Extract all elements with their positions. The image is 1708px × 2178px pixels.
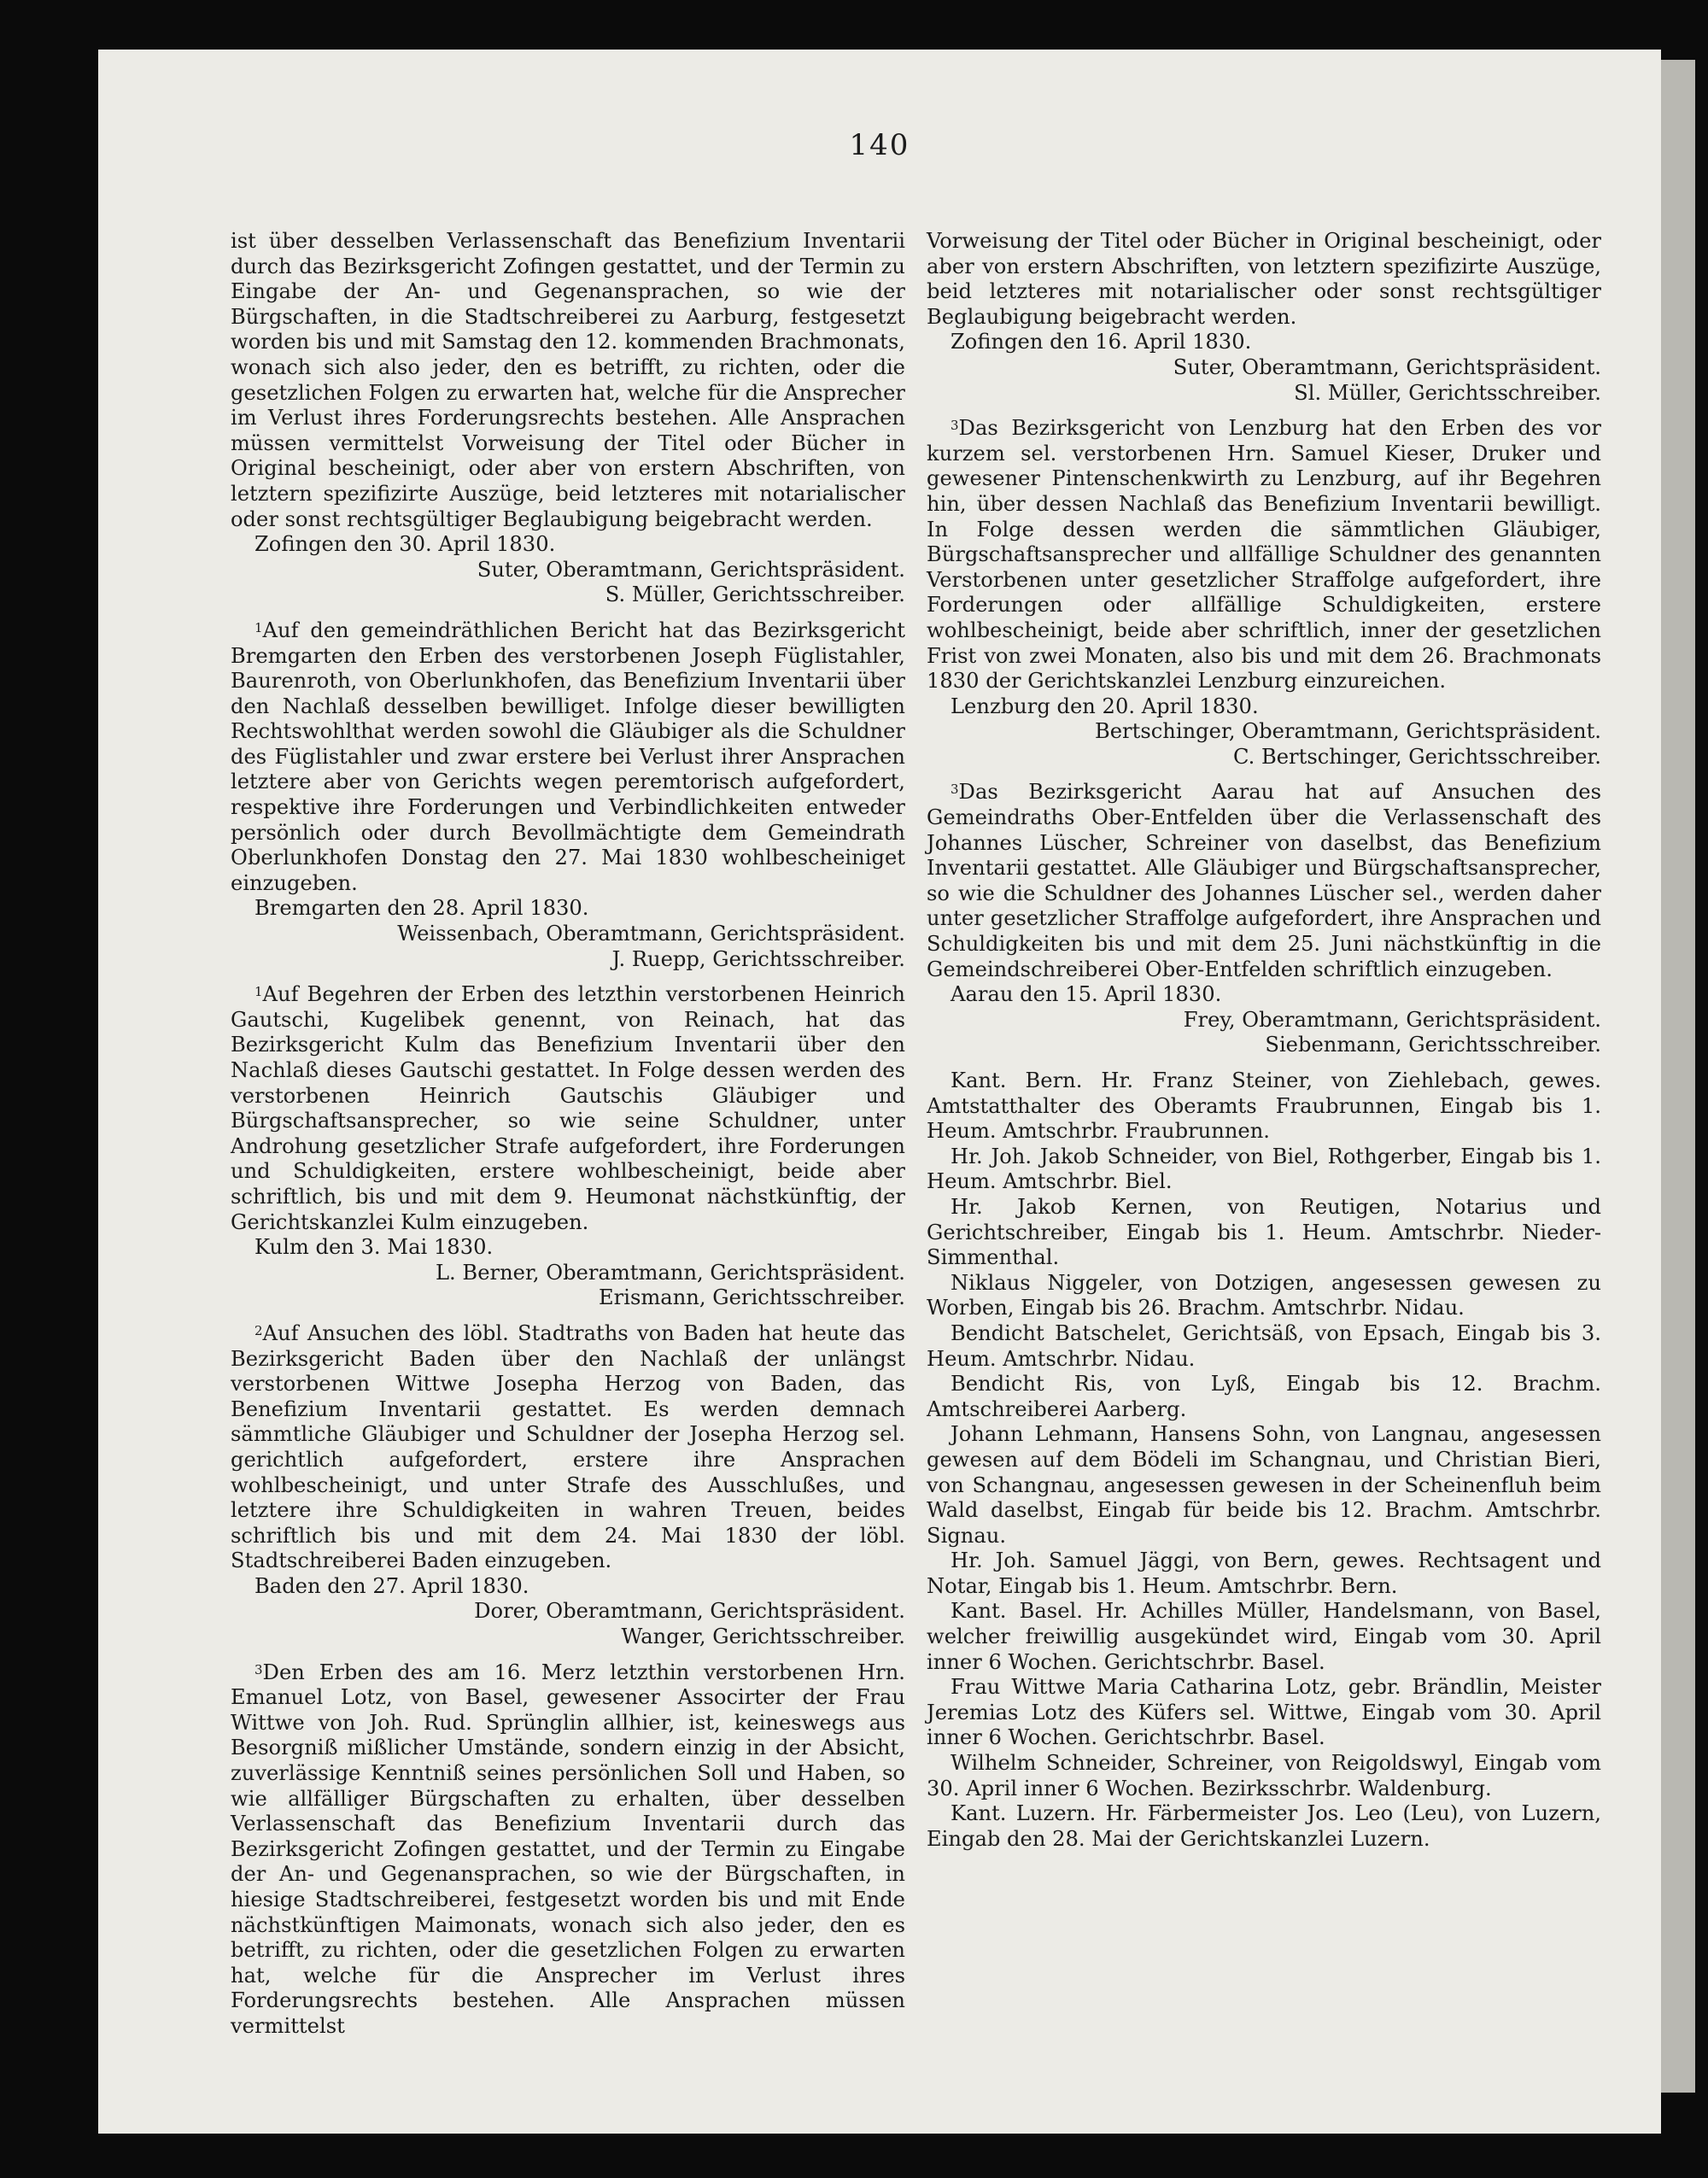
notice-dateline: Bremgarten den 28. April 1830. — [254, 896, 589, 921]
notice-body: ist über desselben Verlassenschaft das Benefizium Inventarii durch das Bezirksgericht Zofingen gestattet, und der Termin zu Eingabe der An- und Gegenansprachen, so wie der Bürgschaften, in die Stadtschreiberei zu Aarburg, festgesetzt worden bis und mit Samstag den 12. kommenden Brachmonats, wonach sich also jeder, den es betrifft, zu richten, oder die gesetzlichen Folgen zu erwarten hat, welche für die Ansprecher im Verlust ihres Forderungsrechts bestehen. Alle Ansprachen müssen vermittelst Vorweisung der Titel oder Bücher in Original bescheinigt, oder aber von erstern Abschriften, von letztern spezifizirte Auszüge, beid letzteres mit notarialischer oder sonst rechtsgültiger Beglaubigung beigebracht werden. — [231, 229, 905, 531]
estate-entry: Bendicht Ris, von Lyß, Eingab bis 12. Brachm. Amtschreiberei Aarberg. — [927, 1372, 1601, 1421]
estate-entry: Hr. Jakob Kernen, von Reutigen, Notarius und Gerichtschreiber, Eingab bis 1. Heum. Amtschrbr. Nieder-Simmenthal. — [927, 1194, 1601, 1270]
document-page — [98, 50, 1661, 2134]
notice-signature: Suter, Oberamtmann, Gerichtspräsident. — [1173, 354, 1601, 379]
notice-text — [927, 780, 1601, 982]
notice-signature: Sl. Müller, Gerichtsschreiber. — [1294, 380, 1601, 405]
notice-text — [231, 982, 905, 1235]
right-notices — [927, 229, 1601, 1058]
right-column — [927, 229, 1601, 1852]
notice-body: Auf Ansuchen des löbl. Stadtraths von Baden hat heute das Bezirksgericht Baden über den Nachlaß der unlängst verstorbenen Wittwe Josepha Herzog von Baden, das Benefizium Inventarii gestattet. Es werden demnach sämmtliche Gläubiger und Schuldner der Josepha Herzog sel. gerichtlich aufgefordert, erstere ihre Ansprachen wohlbescheinigt, und unter Strafe des Ausschlußes, und letztere ihre Schuldigkeiten in wahren Treuen, beides schriftlich bis und mit dem 24. Mai 1830 der löbl. Stadtschreiberei Baden einzugeben. — [231, 1320, 905, 1573]
footnote-marker: 1 — [254, 619, 263, 635]
footnote-marker: 1 — [254, 984, 263, 1000]
notice-body: Das Bezirksgericht Aarau hat auf Ansuchen des Gemeindraths Ober-Entfelden über die Verlassenschaft des Johannes Lüscher, Schreiner von daselbst, das Benefizium Inventarii gestattet. Alle Gläubiger und Bürgschaftsansprecher, so wie die Schuldner des Johannes Lüscher sel., werden daher unter gesetzlicher Straffolge aufgefordert, ihre Ansprachen und Schuldigkeiten bis und mit dem 25. Juni nächstkünftig in die Gemeindschreiberei Ober-Entfelden schriftlich einzugeben. — [927, 780, 1601, 981]
notice-text — [231, 618, 905, 897]
notice-text — [231, 1660, 905, 2040]
notice-signature: Suter, Oberamtmann, Gerichtspräsident. — [477, 557, 905, 582]
notice — [927, 416, 1601, 770]
left-column — [231, 229, 905, 2050]
notice-body: Auf den gemeindräthlichen Bericht hat das Bezirksgericht Bremgarten den Erben des verstorbenen Joseph Füglistahler, Baurenroth, von Oberlunkhofen, das Benefizium Inventarii über den Nachlaß desselben bewilliget. Infolge dieser bewilligten Rechtswohlthat werden sowohl die Gläubiger als die Schuldner des Füglistahler und zwar erstere bei Verlust ihrer Ansprachen letztere aber von Gerichts wegen peremtorisch aufgefordert, respektive ihre Forderungen und Verbindlichkeiten entweder persönlich oder durch Bevollmächtigte dem Gemeindrath Oberlunkhofen Donstag den 27. Mai 1830 wohlbescheiniget einzugeben. — [231, 618, 905, 895]
footnote-marker: 3 — [254, 1661, 263, 1677]
notice — [927, 780, 1601, 1058]
notice — [231, 618, 905, 972]
notice — [231, 229, 905, 608]
notice — [231, 1321, 905, 1650]
notice-dateline: Zofingen den 30. April 1830. — [254, 532, 556, 557]
notice-signature: Siebenmann, Gerichtsschreiber. — [1265, 1033, 1601, 1057]
estate-entry: Kant. Luzern. Hr. Färbermeister Jos. Leo (Leu), von Luzern, Eingab den 28. Mai der Gerichtskanzlei Luzern. — [927, 1801, 1601, 1851]
notice — [927, 229, 1601, 406]
notice — [231, 1660, 905, 2040]
notice-signature: Dorer, Oberamtmann, Gerichtspräsident. — [474, 1599, 905, 1624]
right-entries-list — [927, 1069, 1601, 1852]
estate-entry: Johann Lehmann, Hansens Sohn, von Langnau, angesessen gewesen auf dem Bödeli im Schangnau, und Christian Bieri, von Schangnau, angesessen gewesen in der Scheinenfluh beim Wald daselbst, Eingab für beide bis 12. Brachm. Amtschrbr. Signau. — [927, 1422, 1601, 1548]
notice-dateline: Lenzburg den 20. April 1830. — [951, 694, 1259, 718]
notice-body: Auf Begehren der Erben des letzthin verstorbenen Heinrich Gautschi, Kugelibek genennt, von Reinach, hat das Bezirksgericht Kulm das Benefizium Inventarii über den Nachlaß dieses Gautschi gestattet. In Folge dessen werden des verstorbenen Heinrich Gautschis Gläubiger und Bürgschaftsansprecher, so wie seine Schuldner, unter Androhung gesetzlicher Strafe aufgefordert, ihre Forderungen und Schuldigkeiten, erstere wohlbescheinigt, beide aber schriftlich, bis und mit dem 9. Heumonat nächstkünftig, der Gerichtskanzlei Kulm einzugeben. — [231, 982, 905, 1234]
notice-dateline: Zofingen den 16. April 1830. — [951, 330, 1252, 354]
notice-signature: J. Ruepp, Gerichtsschreiber. — [611, 946, 905, 971]
footnote-marker: 2 — [254, 1322, 263, 1338]
notice-signature: C. Bertschinger, Gerichtsschreiber. — [1232, 744, 1601, 769]
notice-text — [927, 416, 1601, 694]
estate-entry: Bendicht Batschelet, Gerichtsäß, von Epsach, Eingab bis 3. Heum. Amtschrbr. Nidau. — [927, 1320, 1601, 1371]
notice-signature: Bertschinger, Oberamtmann, Gerichtspräsident. — [1094, 719, 1601, 744]
notice-dateline: Kulm den 3. Mai 1830. — [254, 1235, 494, 1260]
footnote-marker: 3 — [951, 418, 959, 434]
estate-entry: Kant. Basel. Hr. Achilles Müller, Handelsmann, von Basel, welcher freiwillig ausgekündet wird, Eingab vom 30. April inner 6 Wochen. Gerichtschrbr. Basel. — [927, 1599, 1601, 1674]
notice-signature: Weissenbach, Oberamtmann, Gerichtspräsident. — [397, 922, 905, 946]
estate-entry: Hr. Joh. Samuel Jäggi, von Bern, gewes. Rechtsagent und Notar, Eingab bis 1. Heum. Amtschrbr. Bern. — [927, 1549, 1601, 1598]
notice-dateline: Baden den 27. April 1830. — [254, 1573, 529, 1598]
notice-body: Vorweisung der Titel oder Bücher in Original bescheinigt, oder aber von erstern Abschriften, von letztern spezifizirte Auszüge, beid letzteres mit notarialischer oder sonst rechtsgültiger Beglaubigung beigebracht werden. — [927, 229, 1601, 329]
estate-entry: Niklaus Niggeler, von Dotzigen, angesessen gewesen zu Worben, Eingab bis 26. Brachm. Amtschrbr. Nidau. — [927, 1270, 1601, 1320]
notice-signature: S. Müller, Gerichtsschreiber. — [605, 583, 905, 607]
footnote-marker: 3 — [951, 782, 959, 798]
notice-signature: Frey, Oberamtmann, Gerichtspräsident. — [1183, 1007, 1601, 1032]
notice-text — [927, 229, 1601, 330]
estate-entry: Wilhelm Schneider, Schreiner, von Reigoldswyl, Eingab vom 30. April inner 6 Wochen. Bezirksschrbr. Waldenburg. — [927, 1751, 1601, 1800]
estate-entry: Hr. Joh. Jakob Schneider, von Biel, Rothgerber, Eingab bis 1. Heum. Amtschrbr. Biel. — [927, 1144, 1601, 1194]
estate-entry: Kant. Bern. Hr. Franz Steiner, von Ziehlebach, gewes. Amtstatthalter des Oberamts Fraubrunnen, Eingab bis 1. Heum. Amtschrbr. Fraubrunnen. — [927, 1069, 1601, 1144]
notice-body: Das Bezirksgericht von Lenzburg hat den Erben des vor kurzem sel. verstorbenen Hrn. Samuel Kieser, Druker und gewesener Pintenschenkwirth zu Lenzburg, auf ihr Begehren hin, über dessen Nachlaß das Benefizium Inventarii bewilligt. In Folge dessen werden die sämmtlichen Gläubiger, Bürgschaftsansprecher und allfällige Schuldner des genannten Verstorbenen unter gesetzlicher Straffolge aufgefordert, ihre Forderungen oder allfällige Schuldigkeiten, erstere wohlbescheinigt, beide aber schriftlich, inner der gesetzlichen Frist von zwei Monaten, also bis und mit dem 26. Brachmonats 1830 der Gerichtskanzlei Lenzburg einzureichen. — [927, 416, 1601, 694]
notice-text — [231, 1321, 905, 1574]
page-number: 140 — [849, 128, 910, 162]
notice-text — [231, 229, 905, 532]
estate-entry: Frau Wittwe Maria Catharina Lotz, gebr. Brändlin, Meister Jeremias Lotz des Küfers sel. Wittwe, Eingab vom 30. April inner 6 Wochen. Gerichtschrbr. Basel. — [927, 1675, 1601, 1750]
notice-signature: L. Berner, Oberamtmann, Gerichtspräsident. — [435, 1260, 905, 1285]
notice-signature: Erismann, Gerichtsschreiber. — [599, 1285, 905, 1310]
notice-signature: Wanger, Gerichtsschreiber. — [621, 1625, 905, 1649]
page-edge-shadow — [1661, 60, 1695, 2093]
notice-body: Den Erben des am 16. Merz letzthin verstorbenen Hrn. Emanuel Lotz, von Basel, gewesener Associrter der Frau Wittwe von Joh. Rud. Sprünglin allhier, ist, keineswegs aus Besorgniß mißlicher Umstände, sondern einzig in der Absicht, zuverlässige Kenntniß seines persönlichen Soll und Haben, so wie allfälliger Bürgschaften zu erhalten, über desselben Verlassenschaft das Benefizium Inventarii durch das Bezirksgericht Zofingen gestattet, und der Termin zu Eingabe der An- und Gegenansprachen, so wie der Bürgschaften, in hiesige Stadtschreiberei, festgesetzt worden bis und mit Ende nächstkünftigen Maimonats, wonach sich also jeder, den es betrifft, zu richten, oder die gesetzlichen Folgen zu erwarten hat, welche für die Ansprecher im Verlust ihres Forderungsrechts bestehen. Alle Ansprachen müssen vermittelst — [231, 1660, 905, 2038]
notice-dateline: Aarau den 15. April 1830. — [951, 982, 1222, 1007]
notice — [231, 982, 905, 1311]
